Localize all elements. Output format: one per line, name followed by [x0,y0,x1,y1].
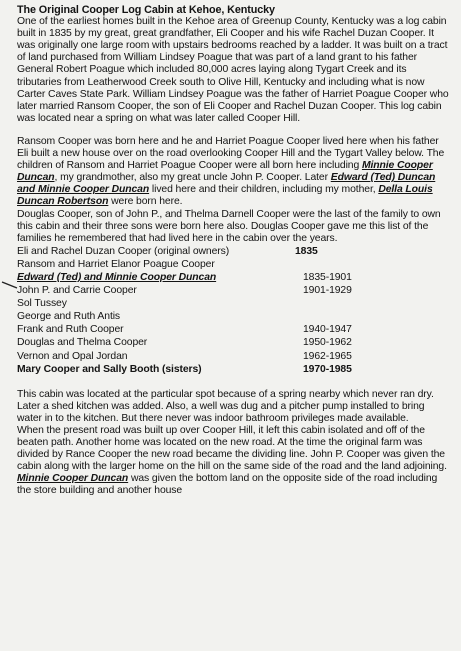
family-name: Douglas and Thelma Cooper [17,337,148,349]
text-segment: Ransom Cooper was born here and he and Harriet Poague Cooper lived here when his father Eli built a new house over on the road overlooking Cooper Hill and the Tygart Valley below. The children of Ransom and Harriet Poague Cooper were all born here including [17,135,445,172]
family-row [17,311,449,324]
family-name: Eli and Rachel Duzan Cooper (original owners) [17,245,230,257]
paragraph-residents [17,136,449,209]
family-name: Ransom and Harriet Elanor Poague Cooper [17,258,215,270]
name-minnie-cooper-duncan: Minnie Cooper Duncan [17,160,433,184]
family-name: George and Ruth Antis [17,311,121,323]
family-list [17,246,449,377]
family-row [17,298,449,311]
paragraph-history: One of the earliest homes built in the Kehoe area of Greenup County, Kentucky was a log cabin built in 1835 by my great, great grandfather, Eli Cooper and his wife Rachel Duzan Cooper. It was originally one large room with upstairs bedrooms reached by a ladder. It was built on a tract of land purchased from William Lindsey Poague that was part of a land grant to his father General Robert Poague which included 80,000 acres laying along Tygart Creek and its tributaries from Leatherwood Creek south to Olive Hill, Kentucky and including what is now Carter Caves State Park. William Lindsey Poague was the father of Harriet Poague Cooper who later married Ransom Cooper, the son of Eli Cooper and Rachel Duzan Cooper. This log cabin was located near a spring on what was later called Cooper Hill. [17,16,449,124]
text-segment: was given the bottom land on the opposite side of the road including the store building and another house [17,473,438,497]
family-row [17,324,449,337]
text-segment: When the present road was built up over Cooper Hill, it left this cabin isolated and off of the beaten path. Another home was located on the new road. At the time the original farm was divided by Rance Cooper the new road became the dividing line. John P. Cooper was given the cabin along with the larger home on the hill on the same side of the road and the land adjoining. [17,425,447,473]
family-years: 1950-1962 [303,337,352,349]
family-name: John P. and Carrie Cooper [17,285,137,297]
name-edward-and-minnie-duncan: Edward (Ted) Duncan and Minnie Cooper Duncan [17,172,436,196]
text-segment: were born here. [108,196,183,208]
paragraph-spring-and-well: This cabin was located at the particular spot because of a spring nearby which never ran dry. Later a shed kitchen was added. Also, a well was dug and a pitcher pump installed to bring water in to the kitchen. But there never was indoor bathroom privileges made available. [17,388,434,424]
paragraph-douglas-cooper: Douglas Cooper, son of John P., and Thelma Darnell Cooper were the last of the family to own this cabin and their three sons were born here also. Douglas Cooper gave me this list of the families he remembered that had lived here in the cabin over the years. [17,208,441,244]
family-row [17,364,449,377]
document-body [17,4,449,498]
paragraph-road-and-division [17,425,449,498]
family-name: Sol Tussey [17,298,67,310]
family-years: 1970-1985 [303,363,352,375]
family-row [17,272,449,285]
document-title: The Original Cooper Log Cabin at Kehoe, Kentucky [17,4,275,16]
text-segment: lived here and their children, including my mother, [149,184,379,196]
family-row [17,285,449,298]
family-row [17,246,449,259]
name-della-louis-duncan-robertson: Della Louis Duncan Robertson [17,184,433,208]
family-years: 1835-1901 [303,271,352,283]
family-name: Frank and Ruth Cooper [17,324,124,336]
family-years: 1901-1929 [303,285,352,297]
family-years: 1962-1965 [303,350,352,362]
family-name: Vernon and Opal Jordan [17,350,128,362]
family-row [17,351,449,364]
family-row [17,259,449,272]
text-segment: , my grandmother, also my great uncle John P. Cooper. Later [54,172,331,184]
name-minnie-cooper-duncan: Minnie Cooper Duncan [17,473,129,485]
family-years: 1835 [295,245,318,257]
family-name: Mary Cooper and Sally Booth (sisters) [17,363,202,375]
family-name: Edward (Ted) and Minnie Cooper Duncan [17,271,217,283]
family-row [17,337,449,350]
family-years: 1940-1947 [303,324,352,336]
